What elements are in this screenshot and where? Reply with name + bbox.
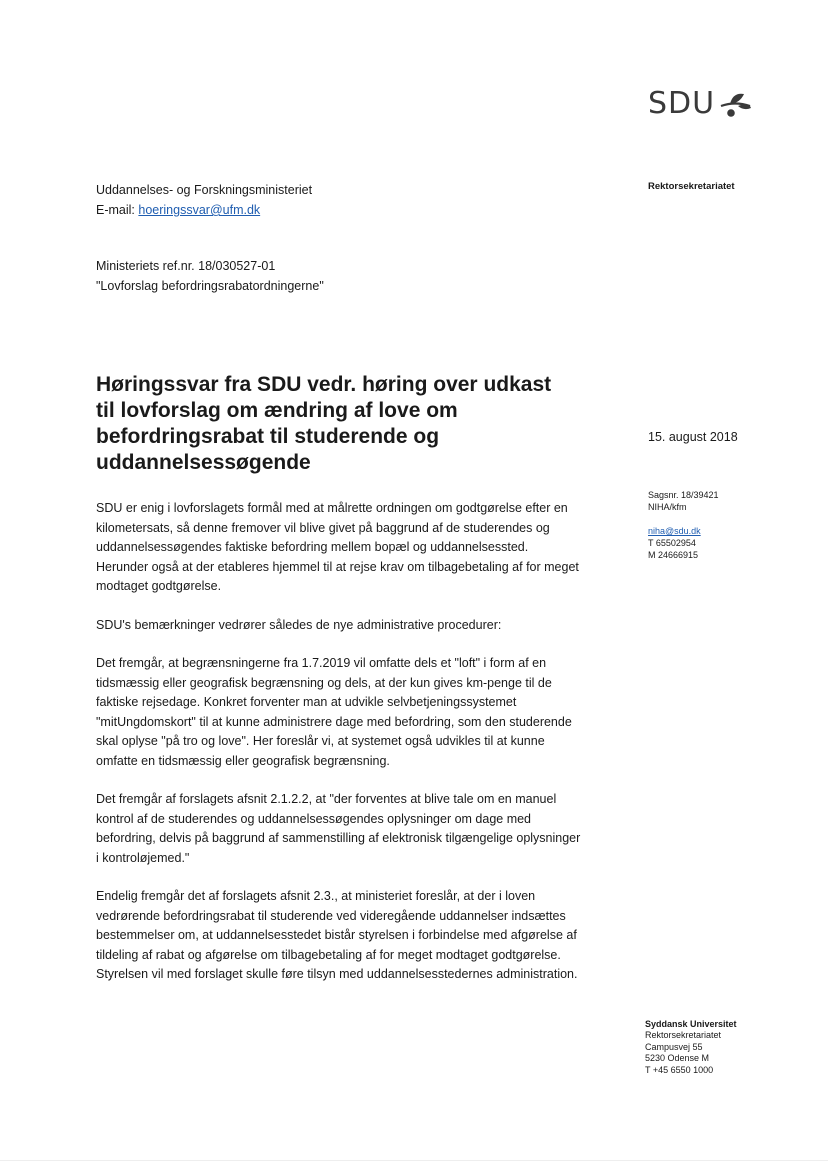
contact-mobile: M 24666915 <box>648 550 699 560</box>
document-date: 15. august 2018 <box>648 430 738 444</box>
recipient-address <box>96 180 312 220</box>
footer-department: Rektorsekretariatet <box>645 1030 722 1041</box>
body-paragraph: Endelig fremgår det af forslagets afsnit 2.3., at ministeriet foreslår, at der i loven vedrørende befordringsrabat til studerende ved videregående uddannelser indsættes bestemmelser om, at uddannelsesstedet bistår styrelsen i forbindelse med afgørelse af tildeling af rabat og afgørelse om tilbagebetaling af for meget modtaget godtgørelse. Styrelsen vil med forslaget skulle føre tilsyn med uddannelsesstedernes administration. <box>96 889 578 981</box>
body-paragraph: Det fremgår af forslagets afsnit 2.1.2.2, at "der forventes at blive tale om en manuel kontrol af de studerendes og uddannelsessøgendes oplysninger om dage med befordring, delvis på baggrund af sammenstilling af elektronisk tilgængelige oplysninger i kontroløjemed." <box>96 792 581 865</box>
footer-address <box>645 1019 737 1076</box>
case-number: Sagsnr. 18/39421 <box>648 490 719 500</box>
case-initials: NIHA/kfm <box>648 502 687 512</box>
document-title: Høringssvar fra SDU vedr. høring over udkast til lovforslag om ændring af love om befordringsrabat til studerende og uddannelsessøgende <box>96 373 552 474</box>
case-info <box>648 489 719 561</box>
recipient-name: Uddannelses- og Forskningsministeriet <box>96 183 313 197</box>
letter-body <box>96 499 581 1004</box>
body-paragraph: SDU er enig i lovforslagets formål med at målrette ordningen om godtgørelse efter en kilometersats, så denne fremover vil blive givet på baggrund af de studerendes og uddannelsessøgendes faktiske befordring mellem bopæl og uddannelsessted. Herunder også at der etableres hjemmel til at rejse krav om tilbagebetaling af for meget modtaget godtgørelse. <box>96 501 579 593</box>
department-label: Rektorsekretariatet <box>648 181 735 192</box>
footer-street: Campusvej 55 <box>645 1041 703 1052</box>
reference-subject: "Lovforslag befordringsrabatordningerne" <box>96 279 324 293</box>
reference-number: Ministeriets ref.nr. 18/030527-01 <box>96 259 276 273</box>
contact-phone: T 65502954 <box>648 538 696 548</box>
recipient-email-line <box>96 200 312 220</box>
recipient-email-link[interactable]: hoeringssvar@ufm.dk <box>138 203 261 217</box>
contact-email-link[interactable]: niha@sdu.dk <box>648 526 701 536</box>
scan-edge-divider <box>0 1160 828 1161</box>
sdu-leaf-icon <box>717 89 753 119</box>
body-paragraph: SDU's bemærkninger vedrører således de nye administrative procedurer: <box>96 617 502 632</box>
footer-organization: Syddansk Universitet <box>645 1019 737 1029</box>
footer-phone: T +45 6550 1000 <box>645 1064 714 1075</box>
body-paragraph: Det fremgår, at begrænsningerne fra 1.7.2019 vil omfatte dels et "loft" i form af en tidsmæssig eller geografisk begrænsning og dels, at der kun gives km-penge til de faktiske rejsedage. Konkret forventer man at udvikle selvbetjeningssystemet "mitUngdomskort" til at kunne administrere dage med befordring, som den studerende skal oplyse "på tro og love". Her foreslår vi, at systemet også udvikles til at kunne omfatte en tidsmæssig eller geografisk begrænsning. <box>96 656 572 768</box>
email-label: E-mail: <box>96 203 135 217</box>
sdu-logo <box>648 84 753 124</box>
logo-text: SDU <box>648 86 716 121</box>
reference-block <box>96 256 324 296</box>
footer-city: 5230 Odense M <box>645 1053 710 1064</box>
